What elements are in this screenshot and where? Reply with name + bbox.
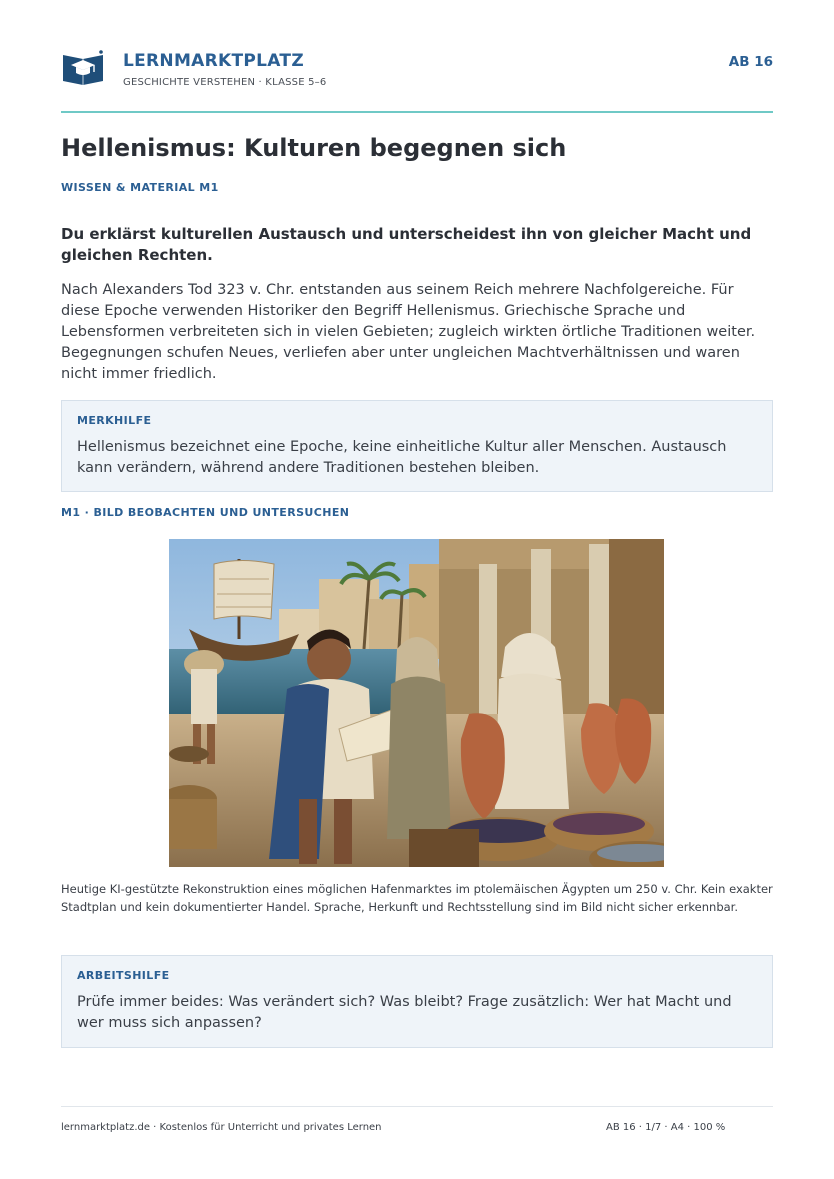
footer-divider [61,1106,773,1107]
arbeitshilfe-box [61,955,773,1048]
merkhilfe-text: Hellenismus bezeichnet eine Epoche, keine einheitliche Kultur aller Menschen. Austausch kann verändern, während andere Traditionen bestehen bleiben. [77,439,727,476]
arbeitshilfe-title: ARBEITSHILFE [77,969,170,982]
arbeitshilfe-text: Prüfe immer beides: Was verändert sich? Was bleibt? Frage zusätzlich: Wer hat Macht und wer muss sich anpassen? [77,994,732,1031]
section-kicker: WISSEN & MATERIAL M1 [61,181,219,194]
footer-right: AB 16 · 1/7 · A4 · 100 % [606,1122,726,1133]
image-caption: Heutige KI-gestützte Rekonstruktion eines möglichen Hafenmarktes im ptolemäischen Ägypten um 250 v. Chr. Kein exakter Stadtplan und kein dokumentierter Handel. Sprache, Herkunft und Rechtsstellung sind im Bild nicht sicher erkennbar. [61,882,773,914]
intro-paragraph: Nach Alexanders Tod 323 v. Chr. entstanden aus seinem Reich mehrere Nachfolgereiche. Für diese Epoche verwenden Historiker den Begriff Hellenismus. Griechische Sprache und Lebensformen verbreiteten sich in vielen Gebieten; zugleich wirkten örtliche Traditionen weiter. Begegnungen schufen Neues, verliefen aber unter ungleichen Machtverhältnissen und waren nicht immer friedlich. [61,282,756,382]
m1-label: M1 · BILD BEOBACHTEN UND UNTERSUCHEN [61,506,350,519]
learning-goal: Du erklärst kulturellen Austausch und unterscheidest ihn von gleicher Macht und gleichen Rechten. [61,225,752,264]
merkhilfe-title: MERKHILFE [77,414,152,427]
brand-subtitle: GESCHICHTE VERSTEHEN · KLASSE 5–6 [123,77,327,88]
merkhilfe-box [61,400,773,492]
page-header [61,47,773,107]
page-title: Hellenismus: Kulturen begegnen sich [61,134,567,162]
harbor-market-illustration [169,539,664,867]
sheet-id: AB 16 [728,54,773,70]
footer-left: lernmarktplatz.de · Kostenlos für Unterricht und privates Lernen [61,1122,382,1133]
brand-name: LERNMARKTPLATZ [123,51,304,71]
header-divider [61,111,773,113]
graduation-cap-book-icon [61,49,105,85]
